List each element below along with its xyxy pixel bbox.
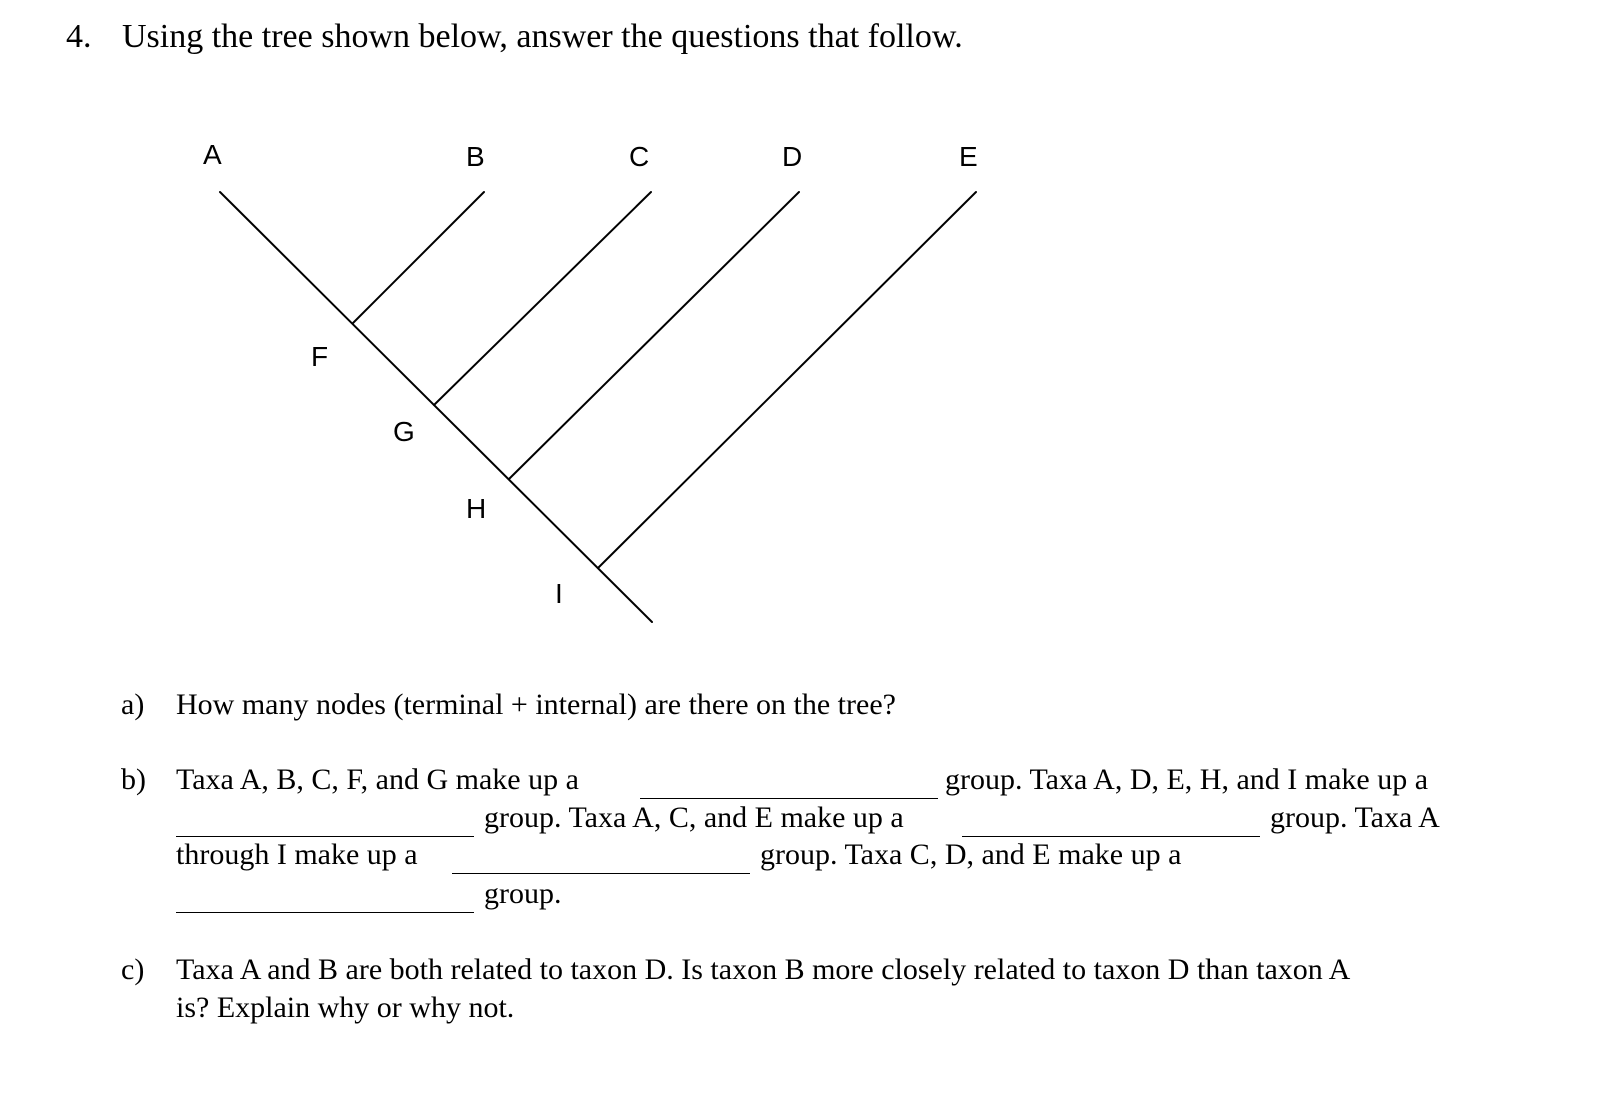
part-a-letter: a) xyxy=(121,688,145,721)
answer-blank-4[interactable] xyxy=(452,847,750,874)
node-label-i: I xyxy=(555,578,563,609)
part-a-question: How many nodes (terminal + internal) are there on the tree? xyxy=(176,688,896,721)
answer-blank-3[interactable] xyxy=(962,810,1260,837)
part-c-question-line1: Taxa A and B are both related to taxon D. Is taxon B more closely related to taxon D than taxon A xyxy=(176,953,1351,986)
node-label-h: H xyxy=(466,493,487,524)
part-b-text-4: group. Taxa A xyxy=(1270,801,1440,834)
tree-main-branch xyxy=(220,192,652,622)
part-b-text-7: group. xyxy=(484,877,562,910)
part-b-letter: b) xyxy=(121,763,146,796)
branch-b xyxy=(353,192,484,323)
answer-blank-2[interactable] xyxy=(176,810,474,837)
node-label-g: G xyxy=(393,416,415,447)
tip-label-d: D xyxy=(782,141,803,172)
part-b-text-2: group. Taxa A, D, E, H, and I make up a xyxy=(945,763,1429,796)
tip-label-c: C xyxy=(629,141,650,172)
question-number: 4. xyxy=(66,18,92,55)
branch-c xyxy=(434,192,651,405)
answer-blank-1[interactable] xyxy=(640,772,938,799)
part-c-letter: c) xyxy=(121,953,145,986)
node-label-f: F xyxy=(311,341,329,372)
tip-label-a: A xyxy=(203,139,222,170)
part-b-text-6: group. Taxa C, D, and E make up a xyxy=(760,838,1182,871)
tip-label-b: B xyxy=(466,141,485,172)
part-c-question-line2: is? Explain why or why not. xyxy=(176,991,515,1024)
part-b-text-5: through I make up a xyxy=(176,838,418,871)
branch-d xyxy=(509,192,799,479)
branch-e xyxy=(598,192,976,568)
question-prompt: Using the tree shown below, answer the questions that follow. xyxy=(122,18,963,55)
part-b-text-1: Taxa A, B, C, F, and G make up a xyxy=(176,763,579,796)
answer-blank-5[interactable] xyxy=(176,886,474,913)
part-b-text-3: group. Taxa A, C, and E make up a xyxy=(484,801,904,834)
tip-label-e: E xyxy=(959,141,978,172)
